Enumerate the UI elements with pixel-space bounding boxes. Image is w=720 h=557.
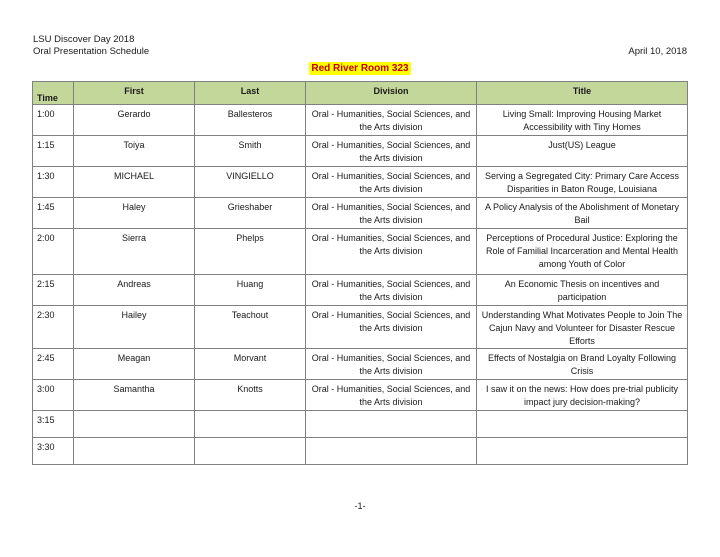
cell-last: Huang bbox=[195, 275, 306, 306]
table-row bbox=[33, 198, 688, 229]
cell-title: Effects of Nostalgia on Brand Loyalty Following Crisis bbox=[477, 349, 688, 380]
cell-last: Grieshaber bbox=[195, 198, 306, 229]
cell-last: Knotts bbox=[195, 380, 306, 411]
cell-title bbox=[477, 411, 688, 438]
cell-first: Meagan bbox=[74, 349, 195, 380]
cell-time: 2:15 bbox=[33, 275, 74, 306]
cell-time: 1:15 bbox=[33, 136, 74, 167]
column-header-division: Division bbox=[306, 82, 477, 105]
cell-division: Oral - Humanities, Social Sciences, and the Arts division bbox=[306, 136, 477, 167]
column-header-time: Time bbox=[33, 82, 74, 105]
cell-last: Smith bbox=[195, 136, 306, 167]
cell-last bbox=[195, 411, 306, 438]
column-header-title: Title bbox=[477, 82, 688, 105]
cell-title: Perceptions of Procedural Justice: Exploring the Role of Familial Incarceration and Mental Health among Youth of Color bbox=[477, 229, 688, 275]
cell-time: 1:00 bbox=[33, 105, 74, 136]
cell-title bbox=[477, 438, 688, 465]
table-header-row bbox=[33, 82, 688, 105]
cell-first: Hailey bbox=[74, 306, 195, 349]
cell-first bbox=[74, 411, 195, 438]
cell-time: 3:30 bbox=[33, 438, 74, 465]
cell-title: Living Small: Improving Housing Market Accessibility with Tiny Homes bbox=[477, 105, 688, 136]
cell-time: 2:30 bbox=[33, 306, 74, 349]
cell-last: Ballesteros bbox=[195, 105, 306, 136]
cell-first bbox=[74, 438, 195, 465]
cell-title: Understanding What Motivates People to Join The Cajun Navy and Volunteer for Disaster Rescue Efforts bbox=[477, 306, 688, 349]
schedule-table bbox=[32, 81, 688, 465]
cell-first: Gerardo bbox=[74, 105, 195, 136]
cell-last: Teachout bbox=[195, 306, 306, 349]
table-row bbox=[33, 438, 688, 465]
cell-division: Oral - Humanities, Social Sciences, and the Arts division bbox=[306, 349, 477, 380]
table-row bbox=[33, 105, 688, 136]
page-number: -1- bbox=[354, 501, 366, 511]
room-name: Red River Room 323 bbox=[311, 63, 409, 74]
cell-title: A Policy Analysis of the Abolishment of Monetary Bail bbox=[477, 198, 688, 229]
cell-division: Oral - Humanities, Social Sciences, and the Arts division bbox=[306, 380, 477, 411]
cell-division: Oral - Humanities, Social Sciences, and the Arts division bbox=[306, 167, 477, 198]
schedule-title: Oral Presentation Schedule bbox=[33, 46, 150, 57]
cell-division: Oral - Humanities, Social Sciences, and the Arts division bbox=[306, 198, 477, 229]
room-heading bbox=[0, 58, 720, 76]
cell-last: Morvant bbox=[195, 349, 306, 380]
cell-last: Phelps bbox=[195, 229, 306, 275]
event-title: LSU Discover Day 2018 bbox=[33, 34, 135, 45]
cell-first: Toiya bbox=[74, 136, 195, 167]
table-row bbox=[33, 349, 688, 380]
table-row bbox=[33, 380, 688, 411]
cell-time: 3:00 bbox=[33, 380, 74, 411]
cell-last: VINGIELLO bbox=[195, 167, 306, 198]
cell-title: I saw it on the news: How does pre-trial publicity impact jury decision-making? bbox=[477, 380, 688, 411]
cell-title: Just(US) League bbox=[477, 136, 688, 167]
cell-title: Serving a Segregated City: Primary Care Access Disparities in Baton Rouge, Louisiana bbox=[477, 167, 688, 198]
cell-division: Oral - Humanities, Social Sciences, and the Arts division bbox=[306, 306, 477, 349]
schedule-date: April 10, 2018 bbox=[628, 46, 687, 57]
cell-time: 3:15 bbox=[33, 411, 74, 438]
cell-time: 1:45 bbox=[33, 198, 74, 229]
column-header-first: First bbox=[74, 82, 195, 105]
table-row bbox=[33, 275, 688, 306]
cell-division: Oral - Humanities, Social Sciences, and the Arts division bbox=[306, 105, 477, 136]
cell-last bbox=[195, 438, 306, 465]
cell-first: Andreas bbox=[74, 275, 195, 306]
table-row bbox=[33, 167, 688, 198]
cell-division: Oral - Humanities, Social Sciences, and the Arts division bbox=[306, 275, 477, 306]
cell-division: Oral - Humanities, Social Sciences, and the Arts division bbox=[306, 229, 477, 275]
cell-first: Haley bbox=[74, 198, 195, 229]
cell-first: MICHAEL bbox=[74, 167, 195, 198]
cell-division bbox=[306, 411, 477, 438]
cell-time: 2:45 bbox=[33, 349, 74, 380]
cell-time: 1:30 bbox=[33, 167, 74, 198]
cell-title: An Economic Thesis on incentives and participation bbox=[477, 275, 688, 306]
cell-first: Sierra bbox=[74, 229, 195, 275]
cell-time: 2:00 bbox=[33, 229, 74, 275]
table-row bbox=[33, 306, 688, 349]
table-row bbox=[33, 229, 688, 275]
table-row bbox=[33, 411, 688, 438]
column-header-last: Last bbox=[195, 82, 306, 105]
cell-division bbox=[306, 438, 477, 465]
table-row bbox=[33, 136, 688, 167]
cell-first: Samantha bbox=[74, 380, 195, 411]
